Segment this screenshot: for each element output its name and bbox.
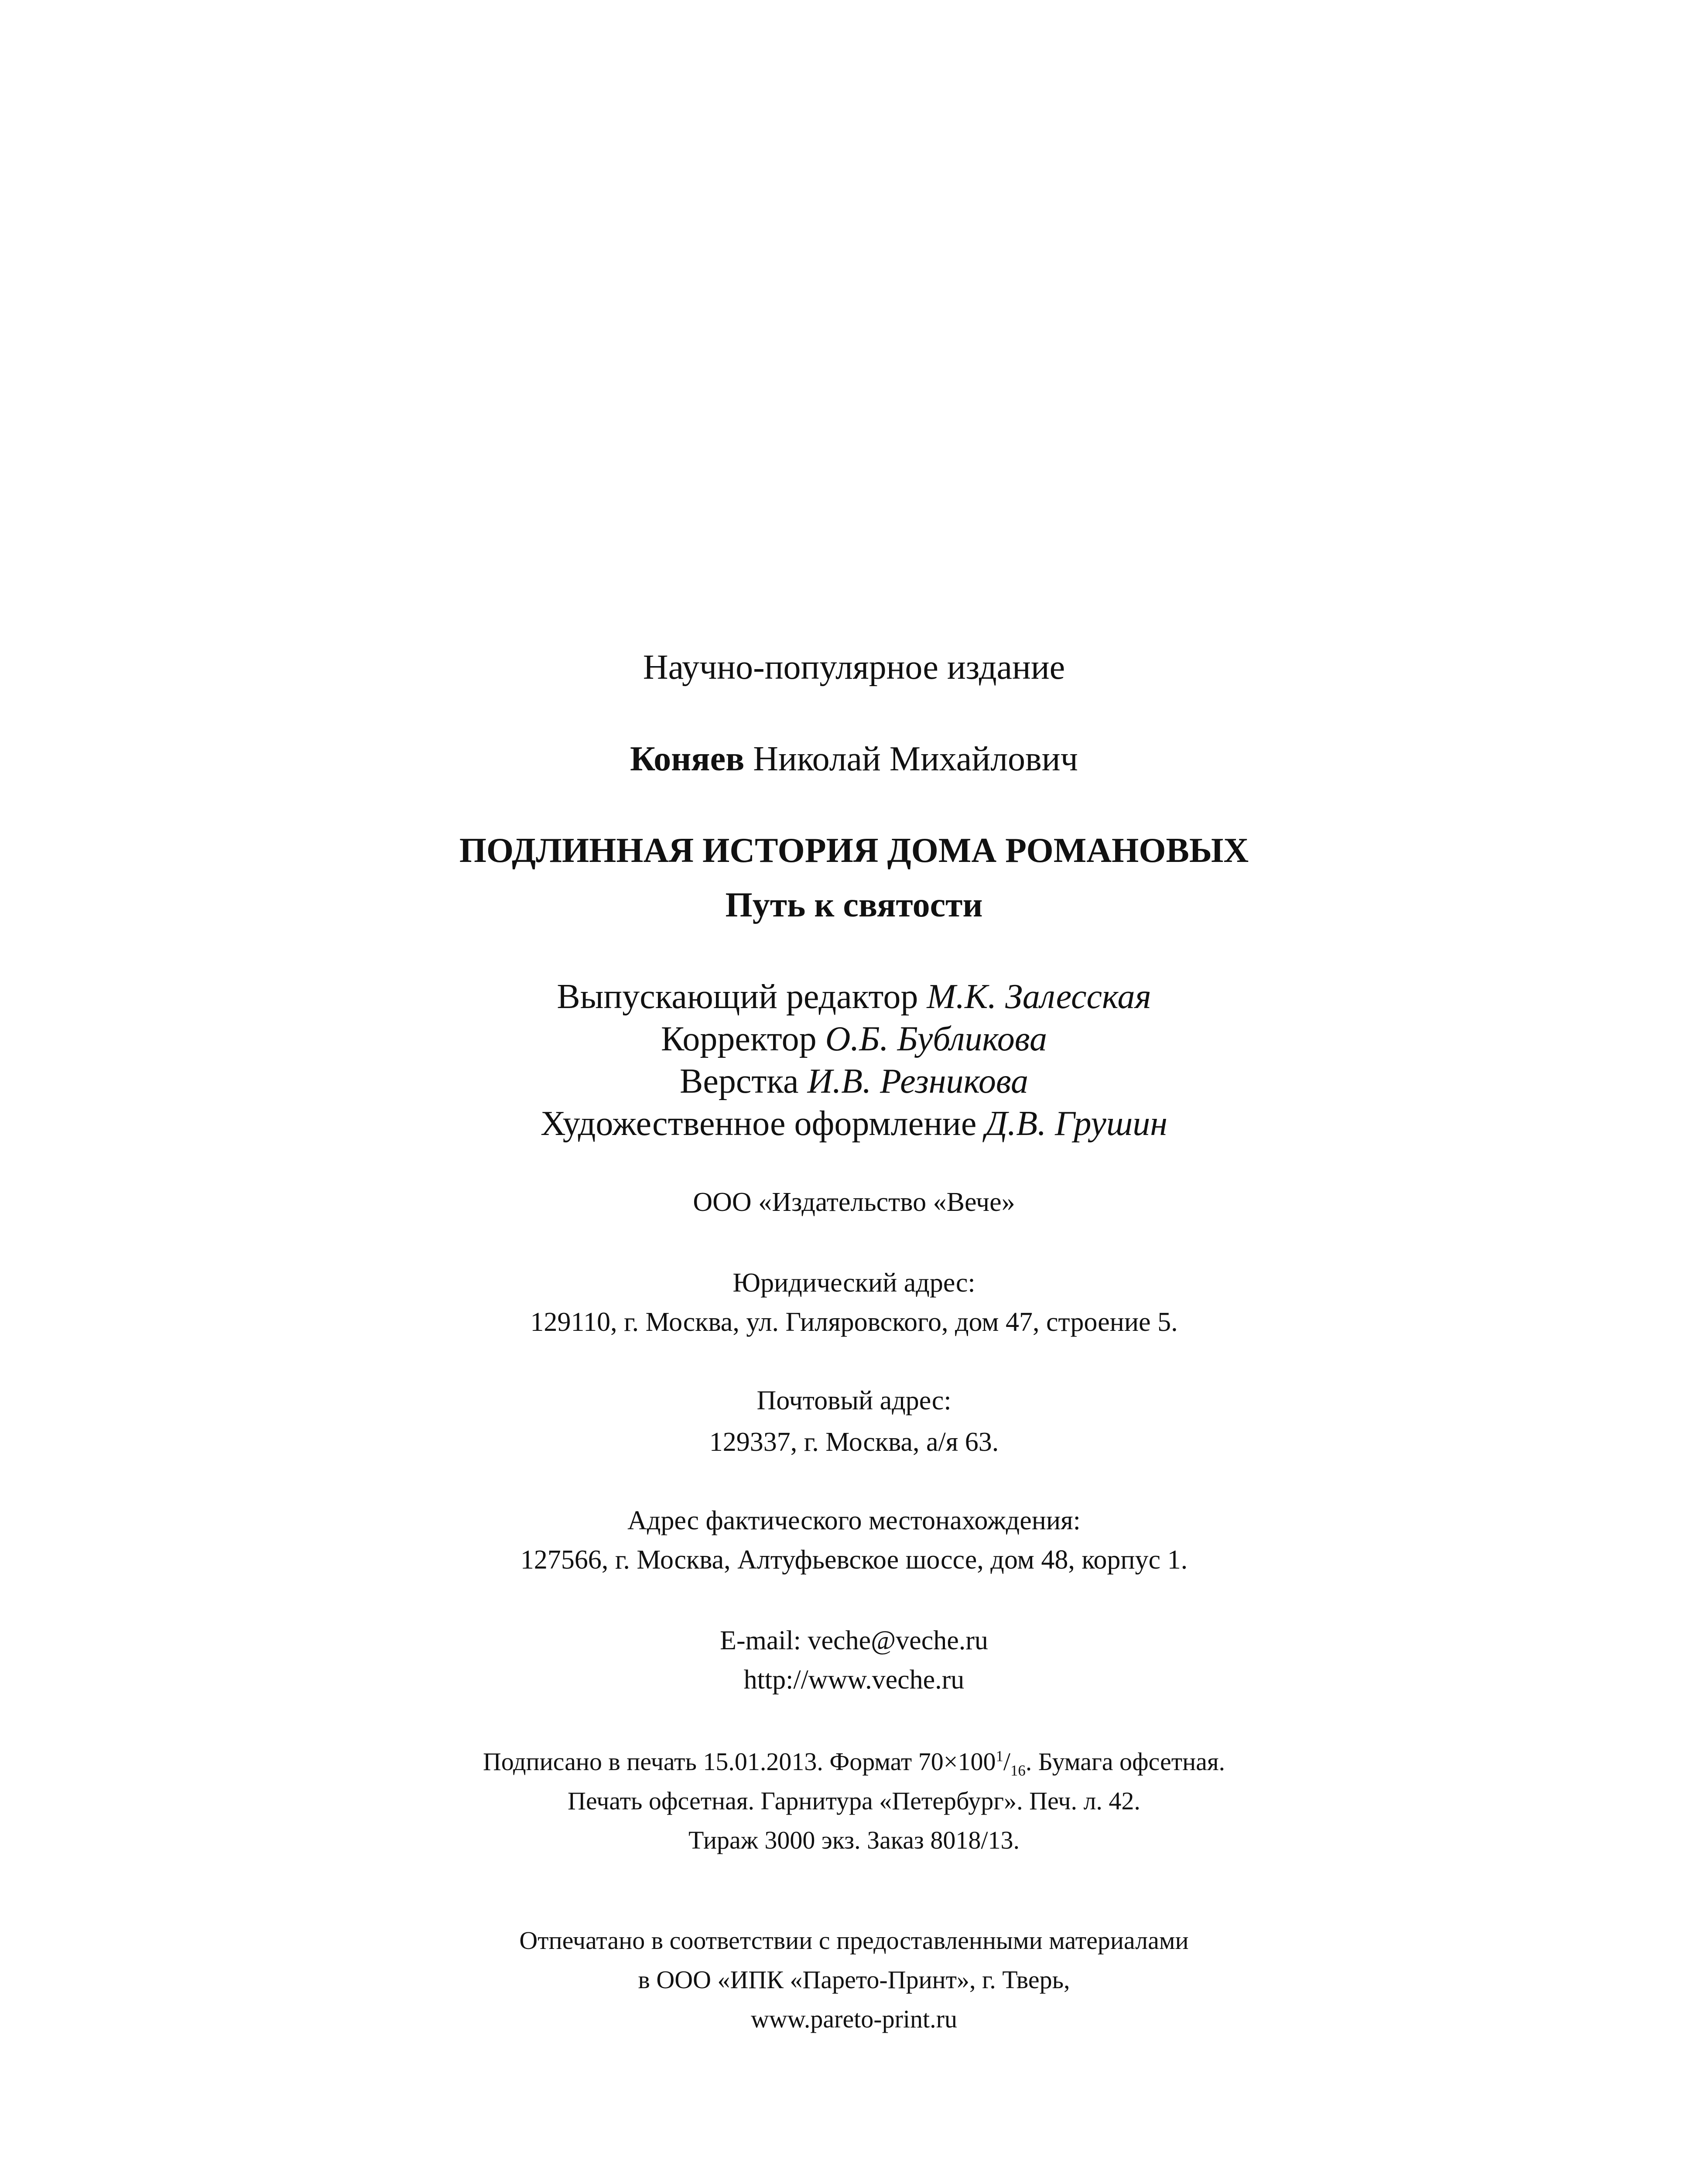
author-given-names: Николай Михайлович [753,740,1078,778]
edition-type: Научно-популярное издание [643,648,1065,687]
credit-name: И.В. Резникова [807,1062,1029,1101]
actual-address-value: 127566, г. Москва, Алтуфьевское шоссе, дом 48, корпус 1. [520,1545,1188,1575]
signed-for-print-line [0,1747,1708,1779]
format-sup: 1 [996,1747,1003,1765]
credit-name: М.К. Залесская [927,978,1151,1016]
format-sub: 16 [1010,1762,1026,1779]
email-line: E-mail: veche@veche.ru [720,1626,988,1655]
legal-address-label: Юридический адрес: [732,1268,976,1298]
signed-prefix: Подписано в печать 15.01.2013. Формат 70×100 [483,1747,996,1776]
credit-art-design [0,1106,1708,1141]
printer-website: www.pareto-print.ru [751,2005,957,2033]
signed-suffix: . Бумага офсетная. [1025,1747,1225,1776]
publisher-name: ООО «Издательство «Вече» [693,1187,1015,1217]
author-surname: Коняев [630,740,745,778]
printer-line-1: Отпечатано в соответствии с предоставленными материалами [519,1926,1189,1955]
printer-line-2: в ООО «ИПК «Парето-Принт», г. Тверь, [638,1966,1070,1994]
postal-address-value: 129337, г. Москва, а/я 63. [709,1427,999,1457]
format-slash: / [1003,1747,1010,1776]
credit-role: Верстка [679,1062,799,1101]
credit-name: О.Б. Бубликова [825,1020,1047,1058]
legal-address-value: 129110, г. Москва, ул. Гиляровского, дом 47, строение 5. [530,1307,1178,1337]
book-subtitle: Путь к святости [725,886,983,924]
credit-name: Д.В. Грушин [985,1104,1167,1143]
website-line: http://www.veche.ru [743,1665,965,1695]
credit-role: Корректор [661,1020,817,1058]
credit-role: Выпускающий редактор [557,978,918,1016]
print-run-line: Тираж 3000 экз. Заказ 8018/13. [688,1826,1020,1854]
actual-address-label: Адрес фактического местонахождения: [627,1506,1081,1535]
author-line [0,742,1708,776]
credit-proofreader [0,1022,1708,1056]
postal-address-label: Почтовый адрес: [756,1386,952,1415]
credit-role: Художественное оформление [541,1104,977,1143]
book-title: ПОДЛИННАЯ ИСТОРИЯ ДОМА РОМАНОВЫХ [459,831,1249,870]
credit-editor [0,979,1708,1014]
print-type-line: Печать офсетная. Гарнитура «Петербург». Печ. л. 42. [568,1787,1140,1815]
credit-layout [0,1064,1708,1099]
